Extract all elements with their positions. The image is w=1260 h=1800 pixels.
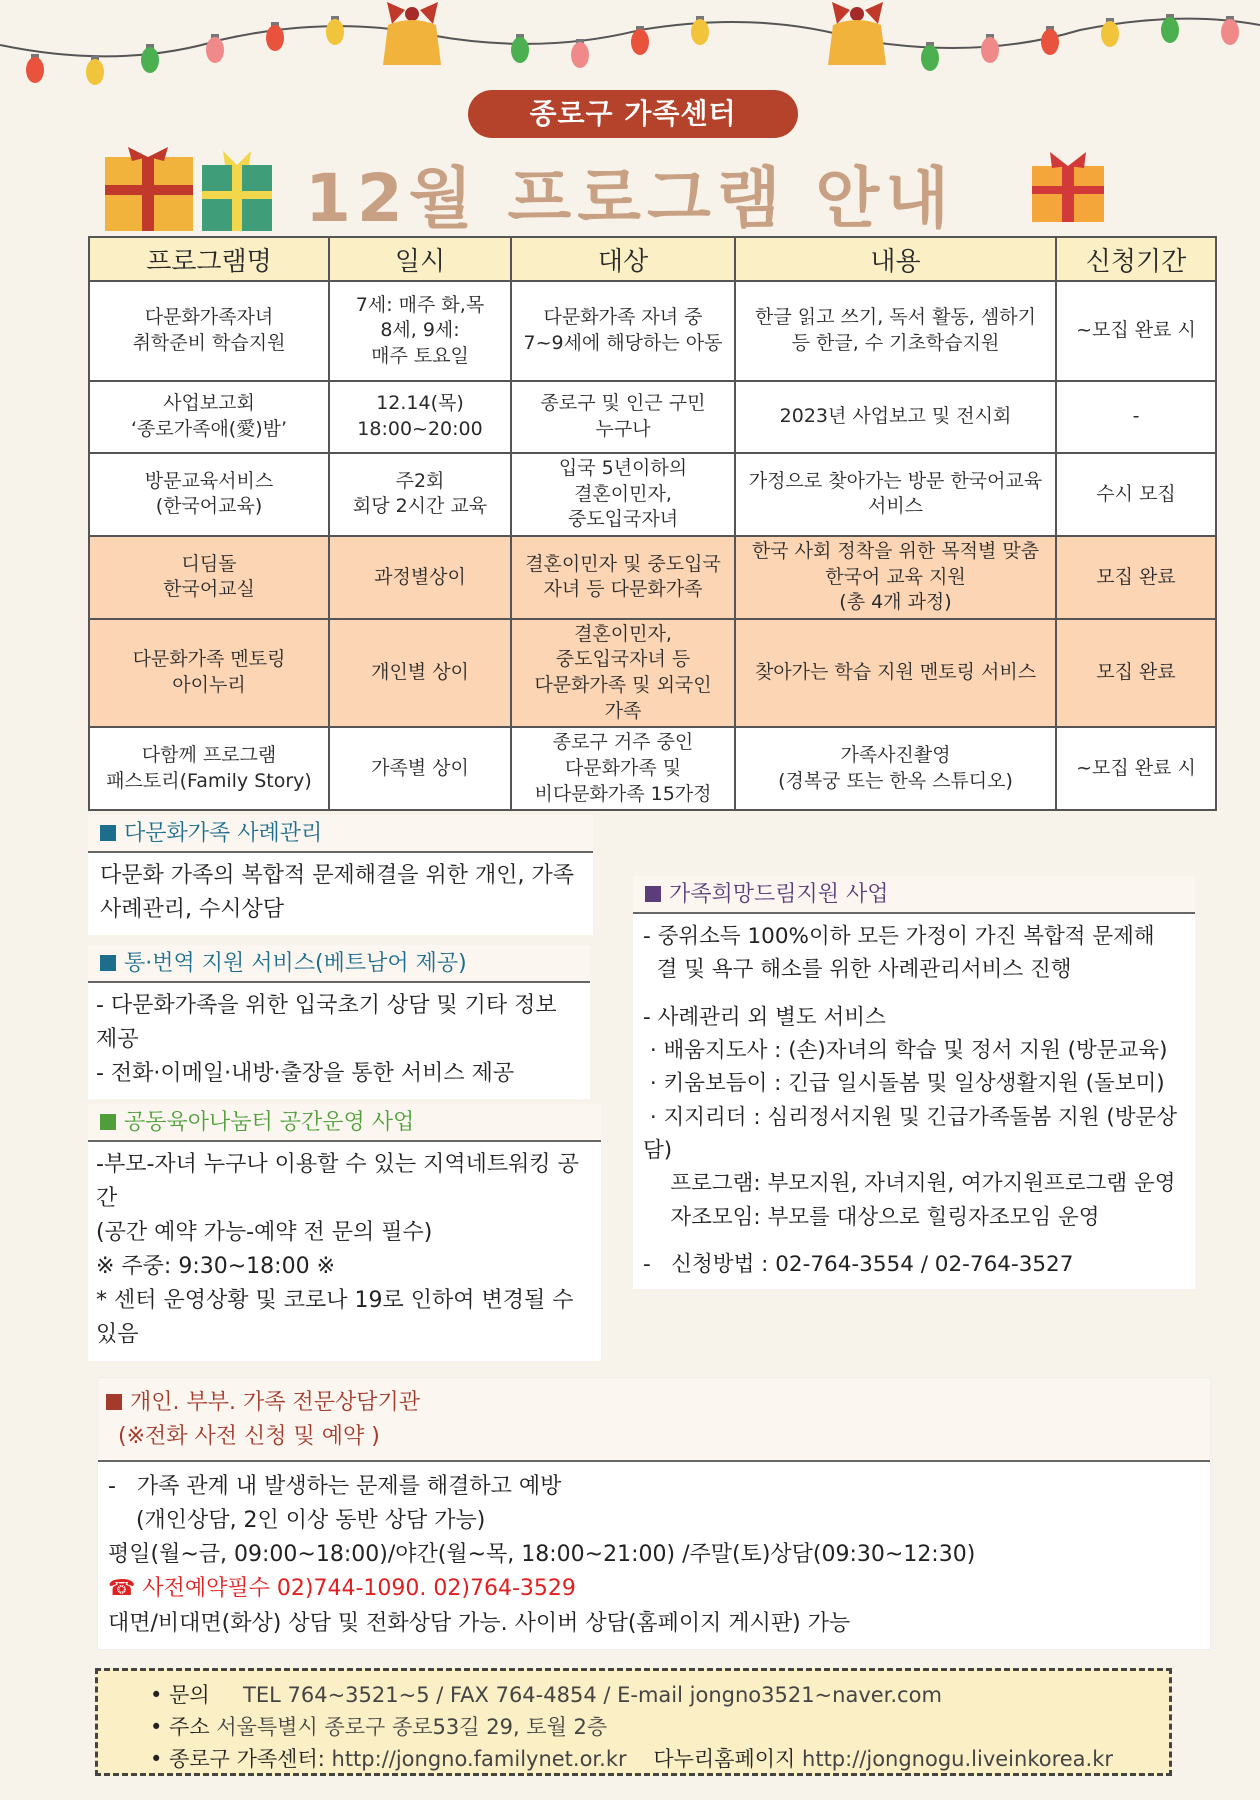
cell-target <box>511 727 735 810</box>
section-title-text: 공동육아나눔터 공간운영 사업 <box>124 1110 415 1135</box>
cell-line: 모집 완료 <box>1096 661 1176 684</box>
text-line: ※ 주중: 9:30~18:00 ※ <box>96 1254 336 1280</box>
header-content: 내용 <box>735 237 1056 281</box>
text-line: 간 <box>96 1186 118 1212</box>
cell-line: (한국어교육) <box>155 495 263 518</box>
cell-line: 패스토리(Family Story) <box>106 769 312 792</box>
cell-target <box>511 536 735 619</box>
cell-content <box>735 536 1056 619</box>
cell-line: 12.14(목) <box>376 392 464 415</box>
cell-line: 서비스 <box>867 495 924 518</box>
cell-line: 다문화가족자녀 <box>144 306 274 329</box>
cell-name <box>89 453 329 536</box>
text-line: · 지지리더 : 심리정서지원 및 긴급가족돌봄 지원 (방문상 <box>643 1104 1178 1130</box>
cell-line: 다문화가족 및 외국인 <box>534 674 712 697</box>
cell-when <box>329 453 511 536</box>
text-line: 제공 <box>96 1027 139 1053</box>
cell-line: 등 한글, 수 기초학습지원 <box>791 332 1000 354</box>
cell-line: 가족사진촬영 <box>840 744 951 767</box>
cell-line: 개인별 상이 <box>371 661 469 684</box>
cell-line: (경복궁 또는 한옥 스튜디오) <box>778 769 1013 792</box>
text-line: * 센터 운영상황 및 코로나 19로 인하여 변경될 수 <box>96 1288 574 1314</box>
section-body <box>88 853 593 935</box>
inquiry-text: TEL 764~3521~5 / FAX 764-4854 / E-mail jongno3521~naver.com <box>243 1683 942 1707</box>
table-row <box>89 727 1216 810</box>
header-date: 일시 <box>329 237 511 281</box>
header-program-name: 프로그램명 <box>89 237 329 281</box>
table-row <box>89 536 1216 619</box>
light-bulb-icon <box>266 22 284 51</box>
cell-when <box>329 281 511 381</box>
shared-childcare-section <box>88 1104 601 1361</box>
cell-target <box>511 281 735 381</box>
cell-line: 한국어 교육 지원 <box>825 565 966 588</box>
text-line: - 가족 관계 내 발생하는 문제를 해결하고 예방 <box>108 1474 562 1500</box>
light-bulb-icon <box>26 54 44 83</box>
family-dream-section <box>633 876 1195 1289</box>
gift-box-icon <box>1028 148 1108 226</box>
table-row <box>89 281 1216 381</box>
section-title-text: 가족희망드림지원 사업 <box>669 882 889 907</box>
cell-name <box>89 381 329 453</box>
section-title <box>88 815 593 853</box>
cell-period <box>1056 619 1216 728</box>
cell-name <box>89 281 329 381</box>
bell-bow-icon <box>383 2 441 65</box>
cell-line: 모집 완료 <box>1096 565 1176 588</box>
text-line: 자조모임: 부모를 대상으로 힐링자조모임 운영 <box>643 1204 1100 1230</box>
cell-when <box>329 536 511 619</box>
cell-period <box>1056 453 1216 536</box>
cell-line: ~모집 완료 시 <box>1076 757 1196 780</box>
cell-line: 결혼이민자 및 중도입국 <box>525 552 721 575</box>
cell-line: 7~9세에 해당하는 아동 <box>523 332 723 354</box>
square-bullet-icon <box>100 955 116 971</box>
cell-line: 중도입국자녀 등 <box>555 648 691 671</box>
section-title-text: 개인. 부부. 가족 전문상담기관 <box>130 1390 420 1415</box>
text-line: - 다문화가족을 위한 입국초기 상담 및 기타 정보 <box>96 993 557 1018</box>
text-line: · 키움보듬이 : 긴급 일시돌봄 및 일상생활지원 (돌보미) <box>643 1071 1165 1097</box>
text-line <box>643 987 1183 1001</box>
address-label: • 주소 <box>150 1715 210 1739</box>
section-body <box>633 914 1195 1289</box>
cell-line: 디딤돌 <box>181 552 237 575</box>
text-line: 평일(월~금, 09:00~18:00)/야간(월~목, 18:00~21:00) /주말(토)상담(09:30~12:30) <box>108 1542 976 1568</box>
section-body <box>88 1142 601 1361</box>
cell-line: 가족별 상이 <box>371 757 469 780</box>
case-management-section <box>88 815 593 935</box>
cell-content <box>735 727 1056 810</box>
section-title <box>88 1104 601 1142</box>
center-website-link[interactable]: http://jongno.familynet.or.kr <box>331 1747 627 1771</box>
light-bulb-icon <box>571 39 589 68</box>
cell-line: 결혼이민자, <box>574 622 672 645</box>
square-bullet-icon <box>106 1394 122 1410</box>
section-title <box>633 876 1195 914</box>
danuri-website-link[interactable]: http://jongnogu.liveinkorea.kr <box>802 1747 1114 1771</box>
table-header-row <box>89 237 1216 281</box>
cell-line: 종로구 및 인근 구민 <box>540 392 706 415</box>
cell-when <box>329 727 511 810</box>
cell-name <box>89 536 329 619</box>
section-title-text: 통·번역 지원 서비스(베트남어 제공) <box>124 951 467 976</box>
cell-line: 2023년 사업보고 및 전시회 <box>779 405 1012 428</box>
text-line: - 사례관리 외 별도 서비스 <box>643 1004 886 1030</box>
light-bulb-icon <box>86 56 104 85</box>
address-line <box>150 1711 1169 1743</box>
address-text: 서울특별시 종로구 종로53길 29, 토월 2층 <box>216 1715 608 1739</box>
inquiry-line <box>150 1679 1169 1711</box>
section-body <box>98 1462 1210 1648</box>
cell-line: 주2회 <box>395 469 445 492</box>
site-label: • 종로구 가족센터: <box>150 1747 325 1771</box>
cell-line: 수시 모집 <box>1096 482 1176 505</box>
cell-line: 결혼이민자, <box>574 482 672 505</box>
page-title: 12월 프로그램 안내 <box>304 160 956 237</box>
section-subtitle: (※전화 사전 신청 및 예약 ) <box>118 1424 380 1450</box>
header-target: 대상 <box>511 237 735 281</box>
cell-when <box>329 619 511 728</box>
cell-line: 회당 2시간 교육 <box>352 495 488 518</box>
cell-target <box>511 381 735 453</box>
cell-content <box>735 381 1056 453</box>
text-line: 결 및 욕구 해소를 위한 사례관리서비스 진행 <box>643 957 1072 983</box>
text-line: - 신청방법 : 02-764-3554 / 02-764-3527 <box>643 1251 1074 1277</box>
counseling-methods: 대면/비대면(화상) 상담 및 전화상담 가능. 사이버 상담(홈페이지 게시판) 가능 <box>108 1610 851 1636</box>
cell-line: 한글 읽고 쓰기, 독서 활동, 셈하기 <box>755 306 1036 329</box>
cell-content <box>735 281 1056 381</box>
text-line: -부모-자녀 누구나 이용할 수 있는 지역네트워킹 공 <box>96 1152 579 1177</box>
cell-line: 자녀 등 다문화가족 <box>543 578 703 601</box>
cell-content <box>735 453 1056 536</box>
cell-when <box>329 381 511 453</box>
contact-footer <box>95 1668 1172 1776</box>
text-line: 사례관리, 수시상담 <box>100 897 285 923</box>
cell-line: 8세, 9세: <box>380 319 460 342</box>
section-title <box>98 1378 1210 1462</box>
cell-line: 다함께 프로그램 <box>141 744 277 767</box>
text-line: · 배움지도사 : (손)자녀의 학습 및 정서 지원 (방문교육) <box>643 1037 1168 1063</box>
text-line: 프로그램: 부모지원, 자녀지원, 여가지원프로그램 운영 <box>643 1171 1176 1197</box>
cell-line: 입국 5년이하의 <box>558 457 688 479</box>
square-bullet-icon <box>100 825 116 841</box>
text-line: 다문화 가족의 복합적 문제해결을 위한 개인, 가족 <box>100 863 574 888</box>
cell-line: 사업보고회 <box>163 392 255 415</box>
cell-target <box>511 453 735 536</box>
cell-line: 한국 사회 정착을 위한 목적별 맞춤 <box>751 539 1040 562</box>
cell-target <box>511 619 735 728</box>
inquiry-label: • 문의 <box>150 1683 210 1707</box>
cell-line: - <box>1132 405 1140 428</box>
section-title-text: 다문화가족 사례관리 <box>124 821 323 846</box>
table-row <box>89 453 1216 536</box>
cell-line: 중도입국자녀 <box>567 508 679 531</box>
cell-period <box>1056 727 1216 810</box>
cell-line: 매주 토요일 <box>371 344 469 367</box>
cell-line: 다문화가족 자녀 중 <box>543 306 703 329</box>
cell-line: 아이누리 <box>172 674 246 697</box>
table-row <box>89 381 1216 453</box>
light-bulb-icon <box>691 16 709 45</box>
cell-period <box>1056 281 1216 381</box>
cell-period <box>1056 536 1216 619</box>
light-bulb-icon <box>1041 26 1059 55</box>
light-bulb-icon <box>326 16 344 45</box>
cell-line: 비다문화가족 15가정 <box>534 782 712 805</box>
gift-boxes-icon <box>100 145 278 235</box>
cell-name <box>89 727 329 810</box>
light-bulb-icon <box>206 34 224 63</box>
cell-name <box>89 619 329 728</box>
light-bulb-icon <box>631 26 649 55</box>
section-body <box>88 983 590 1099</box>
cell-line: 종로구 거주 중인 <box>552 731 694 754</box>
light-bulb-icon <box>511 34 529 63</box>
bell-bow-icon <box>828 2 886 65</box>
cell-line: 찾아가는 학습 지원 멘토링 서비스 <box>754 661 1037 684</box>
square-bullet-icon <box>645 886 661 902</box>
text-line: 담) <box>643 1137 673 1163</box>
cell-line: 다문화가족 멘토링 <box>132 648 286 671</box>
text-line <box>643 1234 1183 1248</box>
cell-line: 과정별상이 <box>374 565 466 588</box>
reservation-phone: ☎ 사전예약필수 02)744-1090. 02)764-3529 <box>108 1576 576 1602</box>
text-line: - 중위소득 100%이하 모든 가정이 가진 복합적 문제해 <box>643 924 1155 949</box>
cell-content <box>735 619 1056 728</box>
cell-line: 7세: 매주 화,목 <box>355 293 485 316</box>
cell-line: 취학준비 학습지원 <box>132 332 286 354</box>
light-bulb-icon <box>141 44 159 73</box>
cell-line: 가정으로 찾아가는 방문 한국어교육 <box>748 469 1043 492</box>
text-line: (개인상담, 2인 이상 동반 상담 가능) <box>108 1508 486 1534</box>
cell-line: ‘종로가족애(愛)밤’ <box>130 418 288 440</box>
header-period: 신청기간 <box>1056 237 1216 281</box>
translation-section <box>88 945 590 1099</box>
text-line: - 전화·이메일·내방·출장을 통한 서비스 제공 <box>96 1061 515 1087</box>
text-line: (공간 예약 가능-예약 전 문의 필수) <box>96 1220 433 1246</box>
cell-line: (총 4개 과정) <box>839 591 952 614</box>
program-table <box>88 236 1217 811</box>
center-name-badge: 종로구 가족센터 <box>468 90 798 138</box>
light-bulb-icon <box>981 34 999 63</box>
table-row <box>89 619 1216 728</box>
cell-line: 방문교육서비스 <box>144 469 274 492</box>
counseling-section <box>97 1377 1211 1650</box>
cell-line: ~모집 완료 시 <box>1076 319 1196 342</box>
cell-period <box>1056 381 1216 453</box>
cell-line: 다문화가족 및 <box>564 757 682 780</box>
cell-line: 한국어교실 <box>163 578 255 601</box>
danuri-label: 다누리홈페이지 <box>653 1747 796 1771</box>
light-bulb-icon <box>1101 18 1119 47</box>
cell-line: 18:00~20:00 <box>357 418 483 440</box>
square-bullet-icon <box>100 1114 116 1130</box>
text-line: 있음 <box>96 1322 139 1348</box>
section-title <box>88 945 590 983</box>
website-line <box>150 1743 1169 1775</box>
cell-line: 누구나 <box>595 418 651 440</box>
cell-line: 가족 <box>604 699 642 722</box>
